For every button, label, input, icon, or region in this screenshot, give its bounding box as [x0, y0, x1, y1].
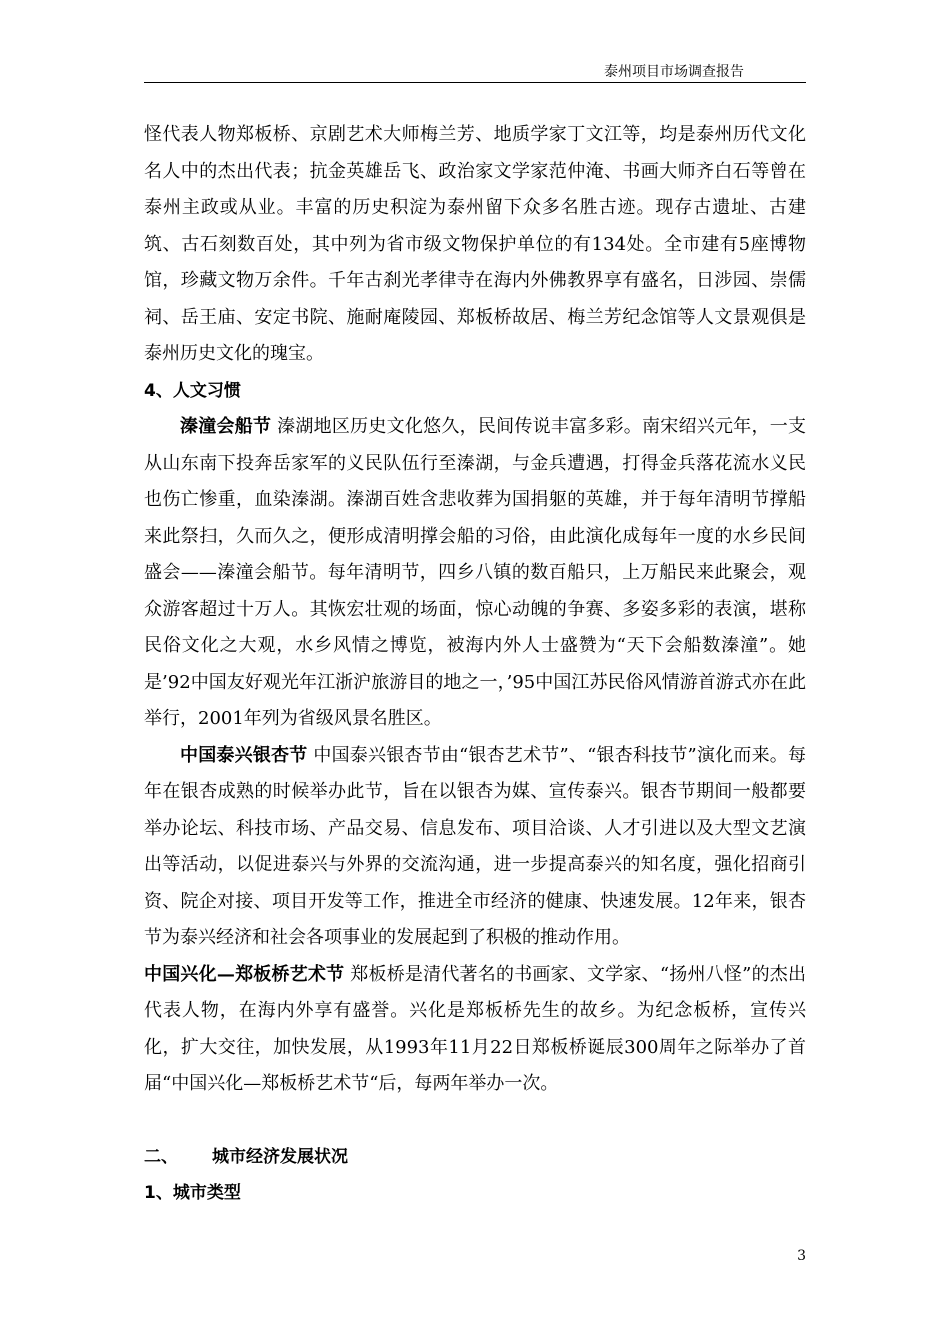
page-number: 3	[797, 1248, 806, 1264]
header-title: 泰州项目市场调查报告	[604, 64, 744, 80]
festival-text-qintong: 溱湖地区历史文化悠久，民间传说丰富多彩。南宋绍兴元年，一支从山东南下投奔岳家军的义民队伍行至溱湖，与金兵遭遇，打得金兵落花流水义民也伤亡惨重，血染溱湖。溱湖百姓含悲收葬为国捐躯的英雄，并于每年清明节撑船来此祭扫，久而久之，便形成清明撑会船的习俗，由此演化成每年一度的水乡民间盛会——溱潼会船节。每年清明节，四乡八镇的数百船只，上万船民来此聚会，观众游客超过十万人。其恢宏壮观的场面，惊心动魄的争赛、多姿多彩的表演，堪称民俗文化之大观，水乡风情之博览，被海内外人士盛赞为“天下会船数溱潼”。她是’92中国友好观光年江浙沪旅游目的地之一，’95中国江苏民俗风情游首游式亦在此举行，2001年列为省级风景名胜区。	[144, 416, 807, 729]
document-body	[144, 117, 806, 1212]
intro-paragraph: 怪代表人物郑板桥、京剧艺术大师梅兰芳、地质学家丁文江等，均是泰州历代文化名人中的杰出代表；抗金英雄岳飞、政治家文学家范仲淹、书画大师齐白石等曾在泰州主政或从业。丰富的历史积淀为泰州留下众多名胜古迹。现存古遗址、古建筑、古石刻数百处，其中列为省市级文物保护单位的有134处。全市建有5座博物馆，珍藏文物万余件。千年古刹光孝律寺在海内外佛教界享有盛名，日涉园、崇儒祠、岳王庙、安定书院、施耐庵陵园、郑板桥故居、梅兰芳纪念馆等人文景观俱是泰州历史文化的瑰宝。	[144, 124, 806, 364]
section-2-title: 城市经济发展状况	[212, 1146, 348, 1167]
subsection-city-type-heading: 1、城市类型	[144, 1183, 241, 1203]
section-4-heading: 4、人文习惯	[144, 380, 241, 401]
festival-paragraph-zhengbanqiao	[144, 957, 806, 1103]
festival-name-qintong: 溱潼会船节	[180, 416, 272, 437]
festival-name-ginkgo: 中国泰兴银杏节	[180, 744, 308, 766]
festival-text-zhengbanqiao: 郑板桥是清代著名的书画家、文学家、“扬州八怪”的杰出代表人物，在海内外享有盛誉。兴化是郑板桥先生的故乡。为纪念板桥，宣传兴化，扩大交往，加快发展，从1993年11月22日郑板桥诞辰300周年之际举办了首届“中国兴化—郑板桥艺术节“后，每两年举办一次。	[144, 963, 807, 1094]
section-2-heading	[144, 1139, 806, 1176]
festival-name-zhengbanqiao: 中国兴化—郑板桥艺术节	[144, 963, 345, 985]
festival-paragraph-ginkgo	[144, 738, 806, 957]
section-2-number: 二、	[144, 1146, 178, 1167]
page-header	[144, 62, 806, 83]
festival-paragraph-qintong	[144, 409, 806, 738]
festival-text-ginkgo: 中国泰兴银杏节由“银杏艺术节”、“银杏科技节”演化而来。每年在银杏成熟的时候举办此节，旨在以银杏为媒、宣传泰兴。银杏节期间一般都要举办论坛、科技市场、产品交易、信息发布、项目洽谈、人才引进以及大型文艺演出等活动，以促进泰兴与外界的交流沟通，进一步提高泰兴的知名度，强化招商引资、院企对接、项目开发等工作，推进全市经济的健康、快速发展。12年来，银杏节为泰兴经济和社会各项事业的发展起到了积极的推动作用。	[144, 744, 806, 948]
